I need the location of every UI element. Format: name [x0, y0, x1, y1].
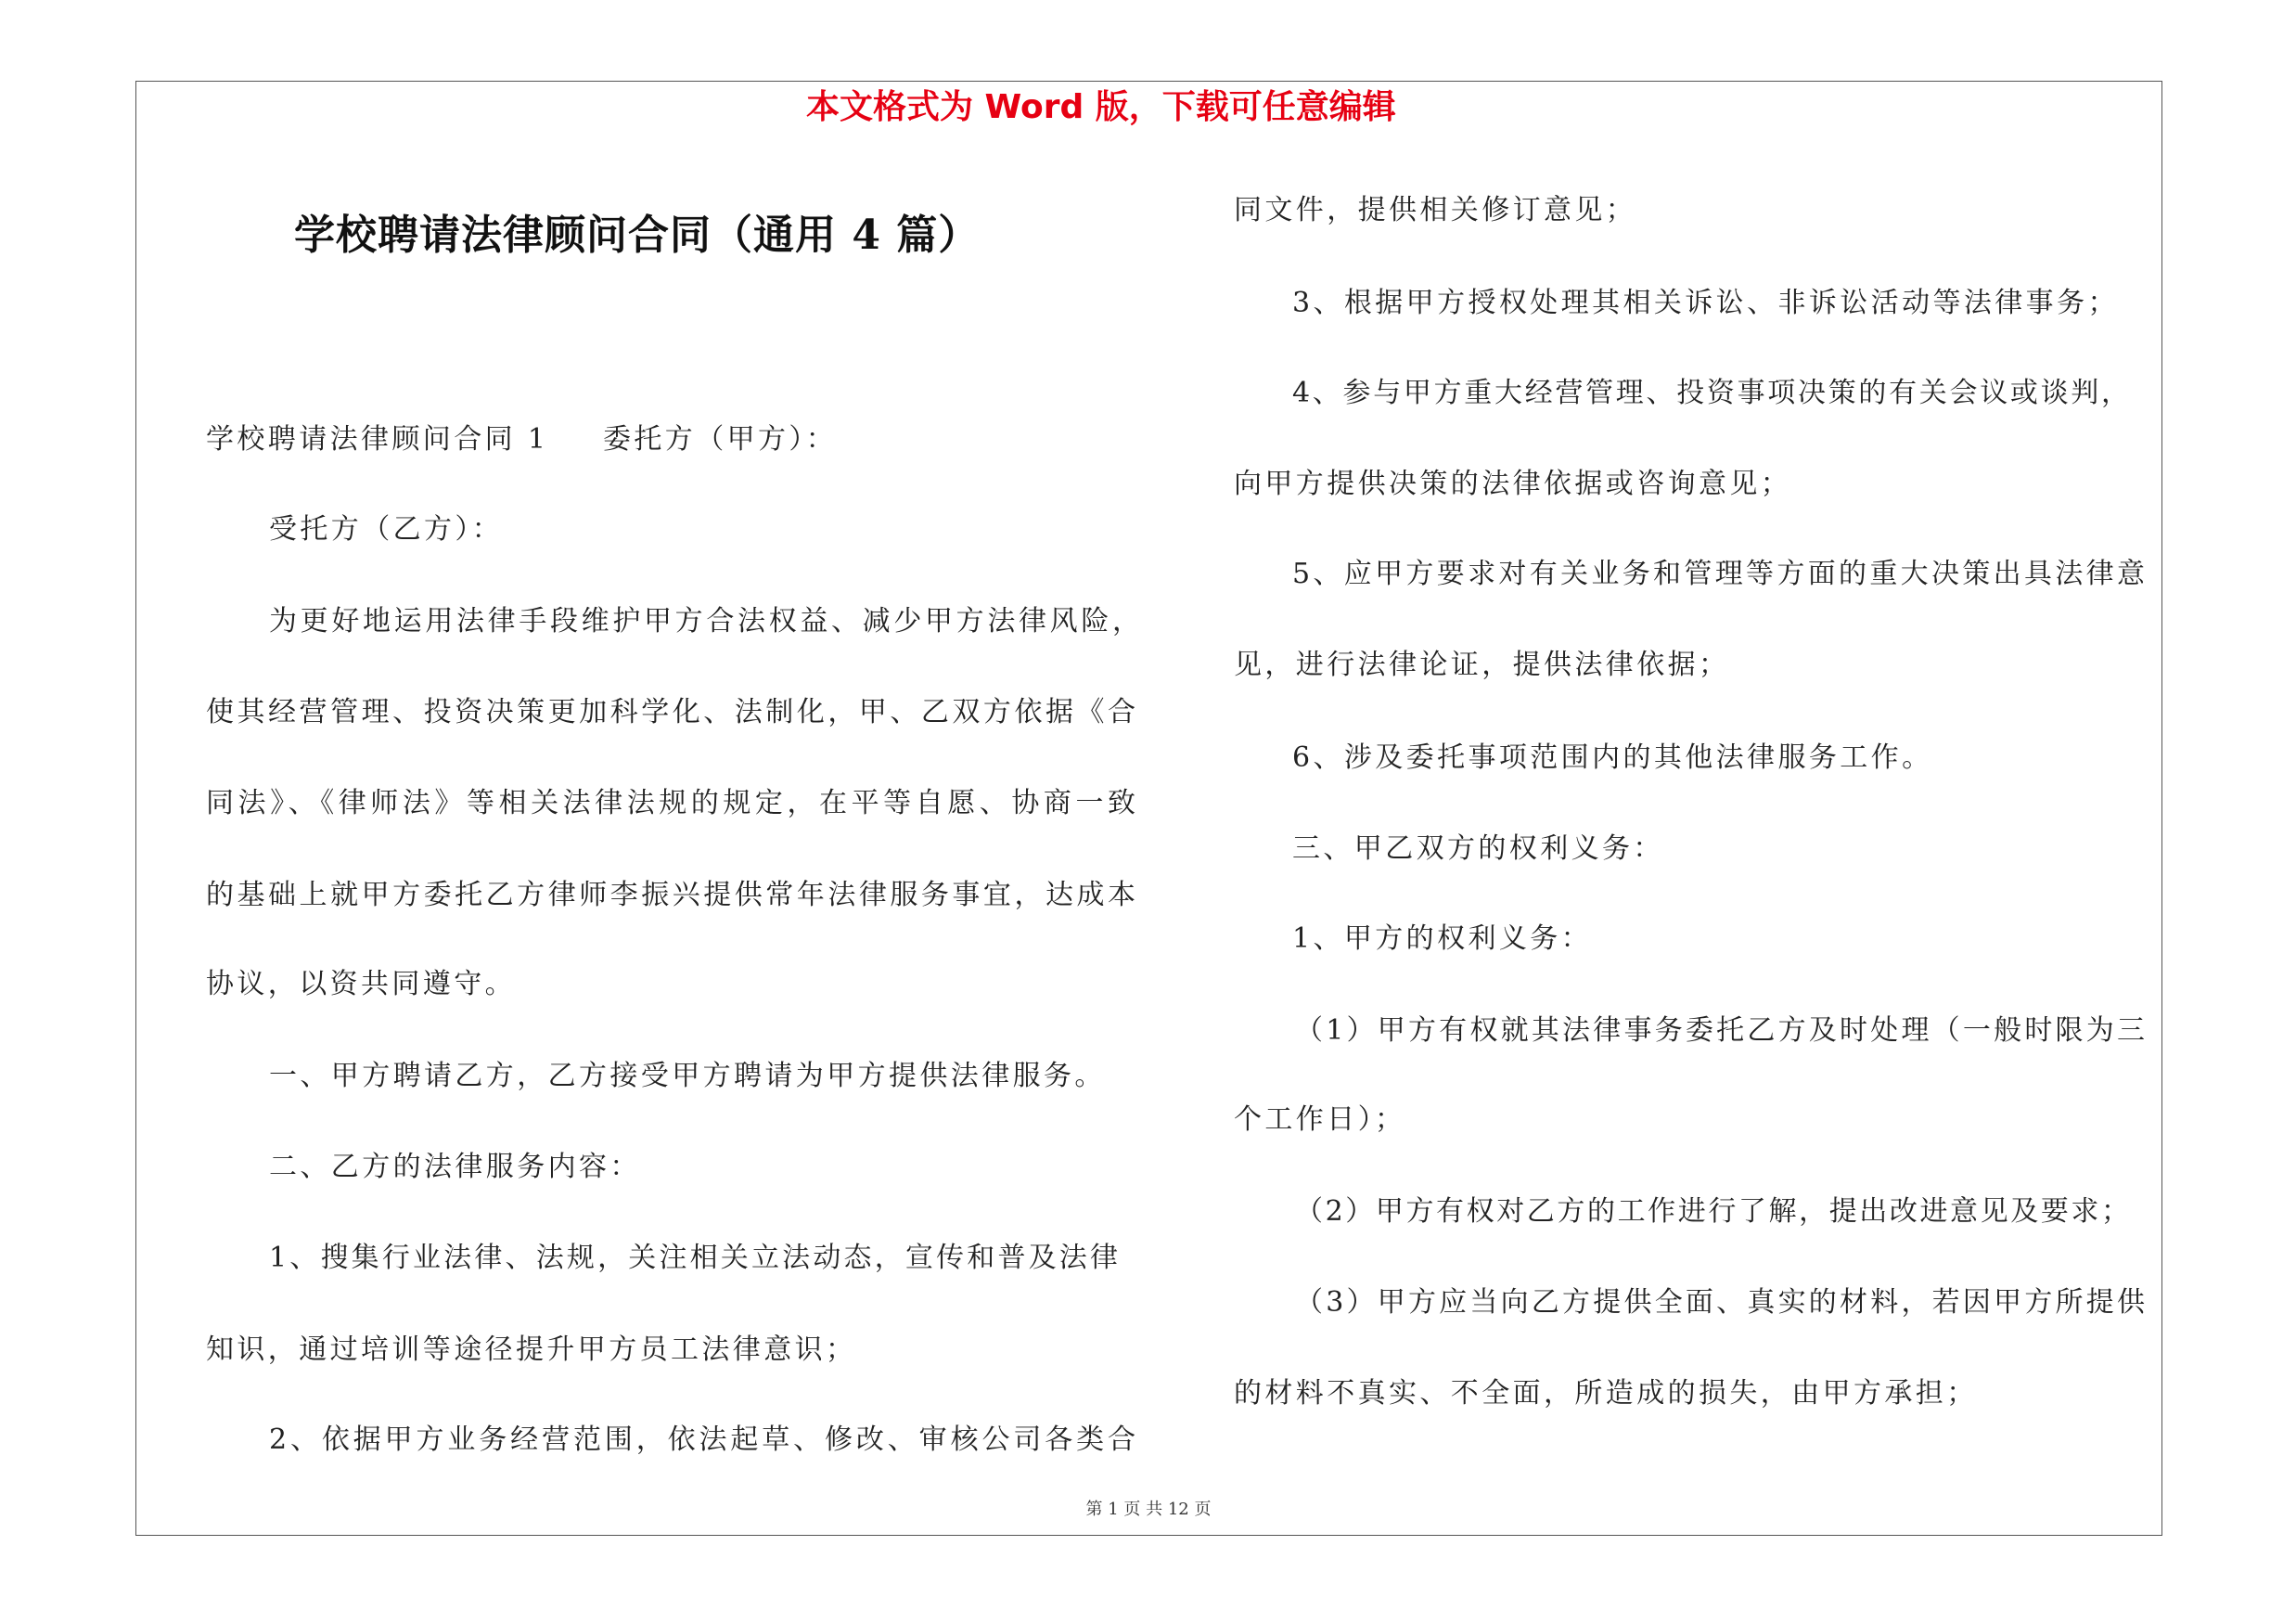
paragraph-line: 一、甲方聘请乙方，乙方接受甲方聘请为甲方提供法律服务。	[269, 1060, 1106, 1092]
paragraph-line: 同文件，提供相关修订意见；	[1234, 194, 1637, 226]
paragraph-line: （2）甲方有权对乙方的工作进行了解，提出改进意见及要求；	[1295, 1195, 2130, 1228]
paragraph-line: （1）甲方有权就其法律事务委托乙方及时处理（一般时限为三	[1295, 1014, 2146, 1047]
paragraph-line: （3）甲方应当向乙方提供全面、真实的材料，若因甲方所提供	[1295, 1286, 2146, 1319]
format-notice: 本文格式为 Word 版，下载可任意编辑	[806, 88, 1396, 126]
paragraph-line: 1、甲方的权利义务：	[1292, 922, 1593, 955]
paragraph-line: 的材料不真实、不全面，所造成的损失，由甲方承担；	[1234, 1377, 1978, 1410]
paragraph-line: 1、搜集行业法律、法规，关注相关立法动态，宣传和普及法律	[269, 1242, 1119, 1274]
paragraph-line: 三、甲乙双方的权利义务：	[1292, 832, 1664, 865]
document-title: 学校聘请法律顾问合同（通用 4 篇）	[294, 212, 981, 259]
paragraph-line: 2、依据甲方业务经营范围，依法起草、修改、审核公司各类合	[269, 1423, 1136, 1456]
paragraph-line: 4、参与甲方重大经营管理、投资事项决策的有关会议或谈判，	[1292, 377, 2130, 409]
paragraph-line: 个工作日）；	[1234, 1103, 1406, 1136]
paragraph-line: 为更好地运用法律手段维护甲方合法权益、减少甲方法律风险，	[269, 605, 1141, 638]
paragraph-line: 委托方（甲方）：	[603, 423, 838, 456]
paragraph-line: 向甲方提供决策的法律依据或咨询意见；	[1234, 468, 1792, 500]
paragraph-line: 的基础上就甲方委托乙方律师李振兴提供常年法律服务事宜，达成本	[206, 879, 1136, 911]
paragraph-line: 3、根据甲方授权处理其相关诉讼、非诉讼活动等法律事务；	[1292, 287, 2119, 319]
paragraph-line: 见，进行法律论证，提供法律依据；	[1234, 649, 1730, 681]
paragraph-line: 6、涉及委托事项范围内的其他法律服务工作。	[1292, 741, 1933, 774]
paragraph-line: 协议，以资共同遵守。	[206, 968, 516, 1000]
paragraph-line: 使其经营管理、投资决策更加科学化、法制化，甲、乙双方依据《合	[206, 696, 1136, 728]
paragraph-line: 同法》、《律师法》等相关法律法规的规定，在平等自愿、协商一致	[206, 787, 1136, 819]
paragraph-line: 受托方（乙方）：	[269, 513, 504, 546]
paragraph-line: 知识，通过培训等途径提升甲方员工法律意识；	[206, 1333, 857, 1366]
paragraph-line: 学校聘请法律顾问合同 1	[206, 423, 549, 456]
paragraph-line: 5、应甲方要求对有关业务和管理等方面的重大决策出具法律意	[1292, 558, 2146, 590]
paragraph-line: 二、乙方的法律服务内容：	[269, 1151, 641, 1183]
page-number: 第 1 页 共 12 页	[1085, 1500, 1212, 1519]
